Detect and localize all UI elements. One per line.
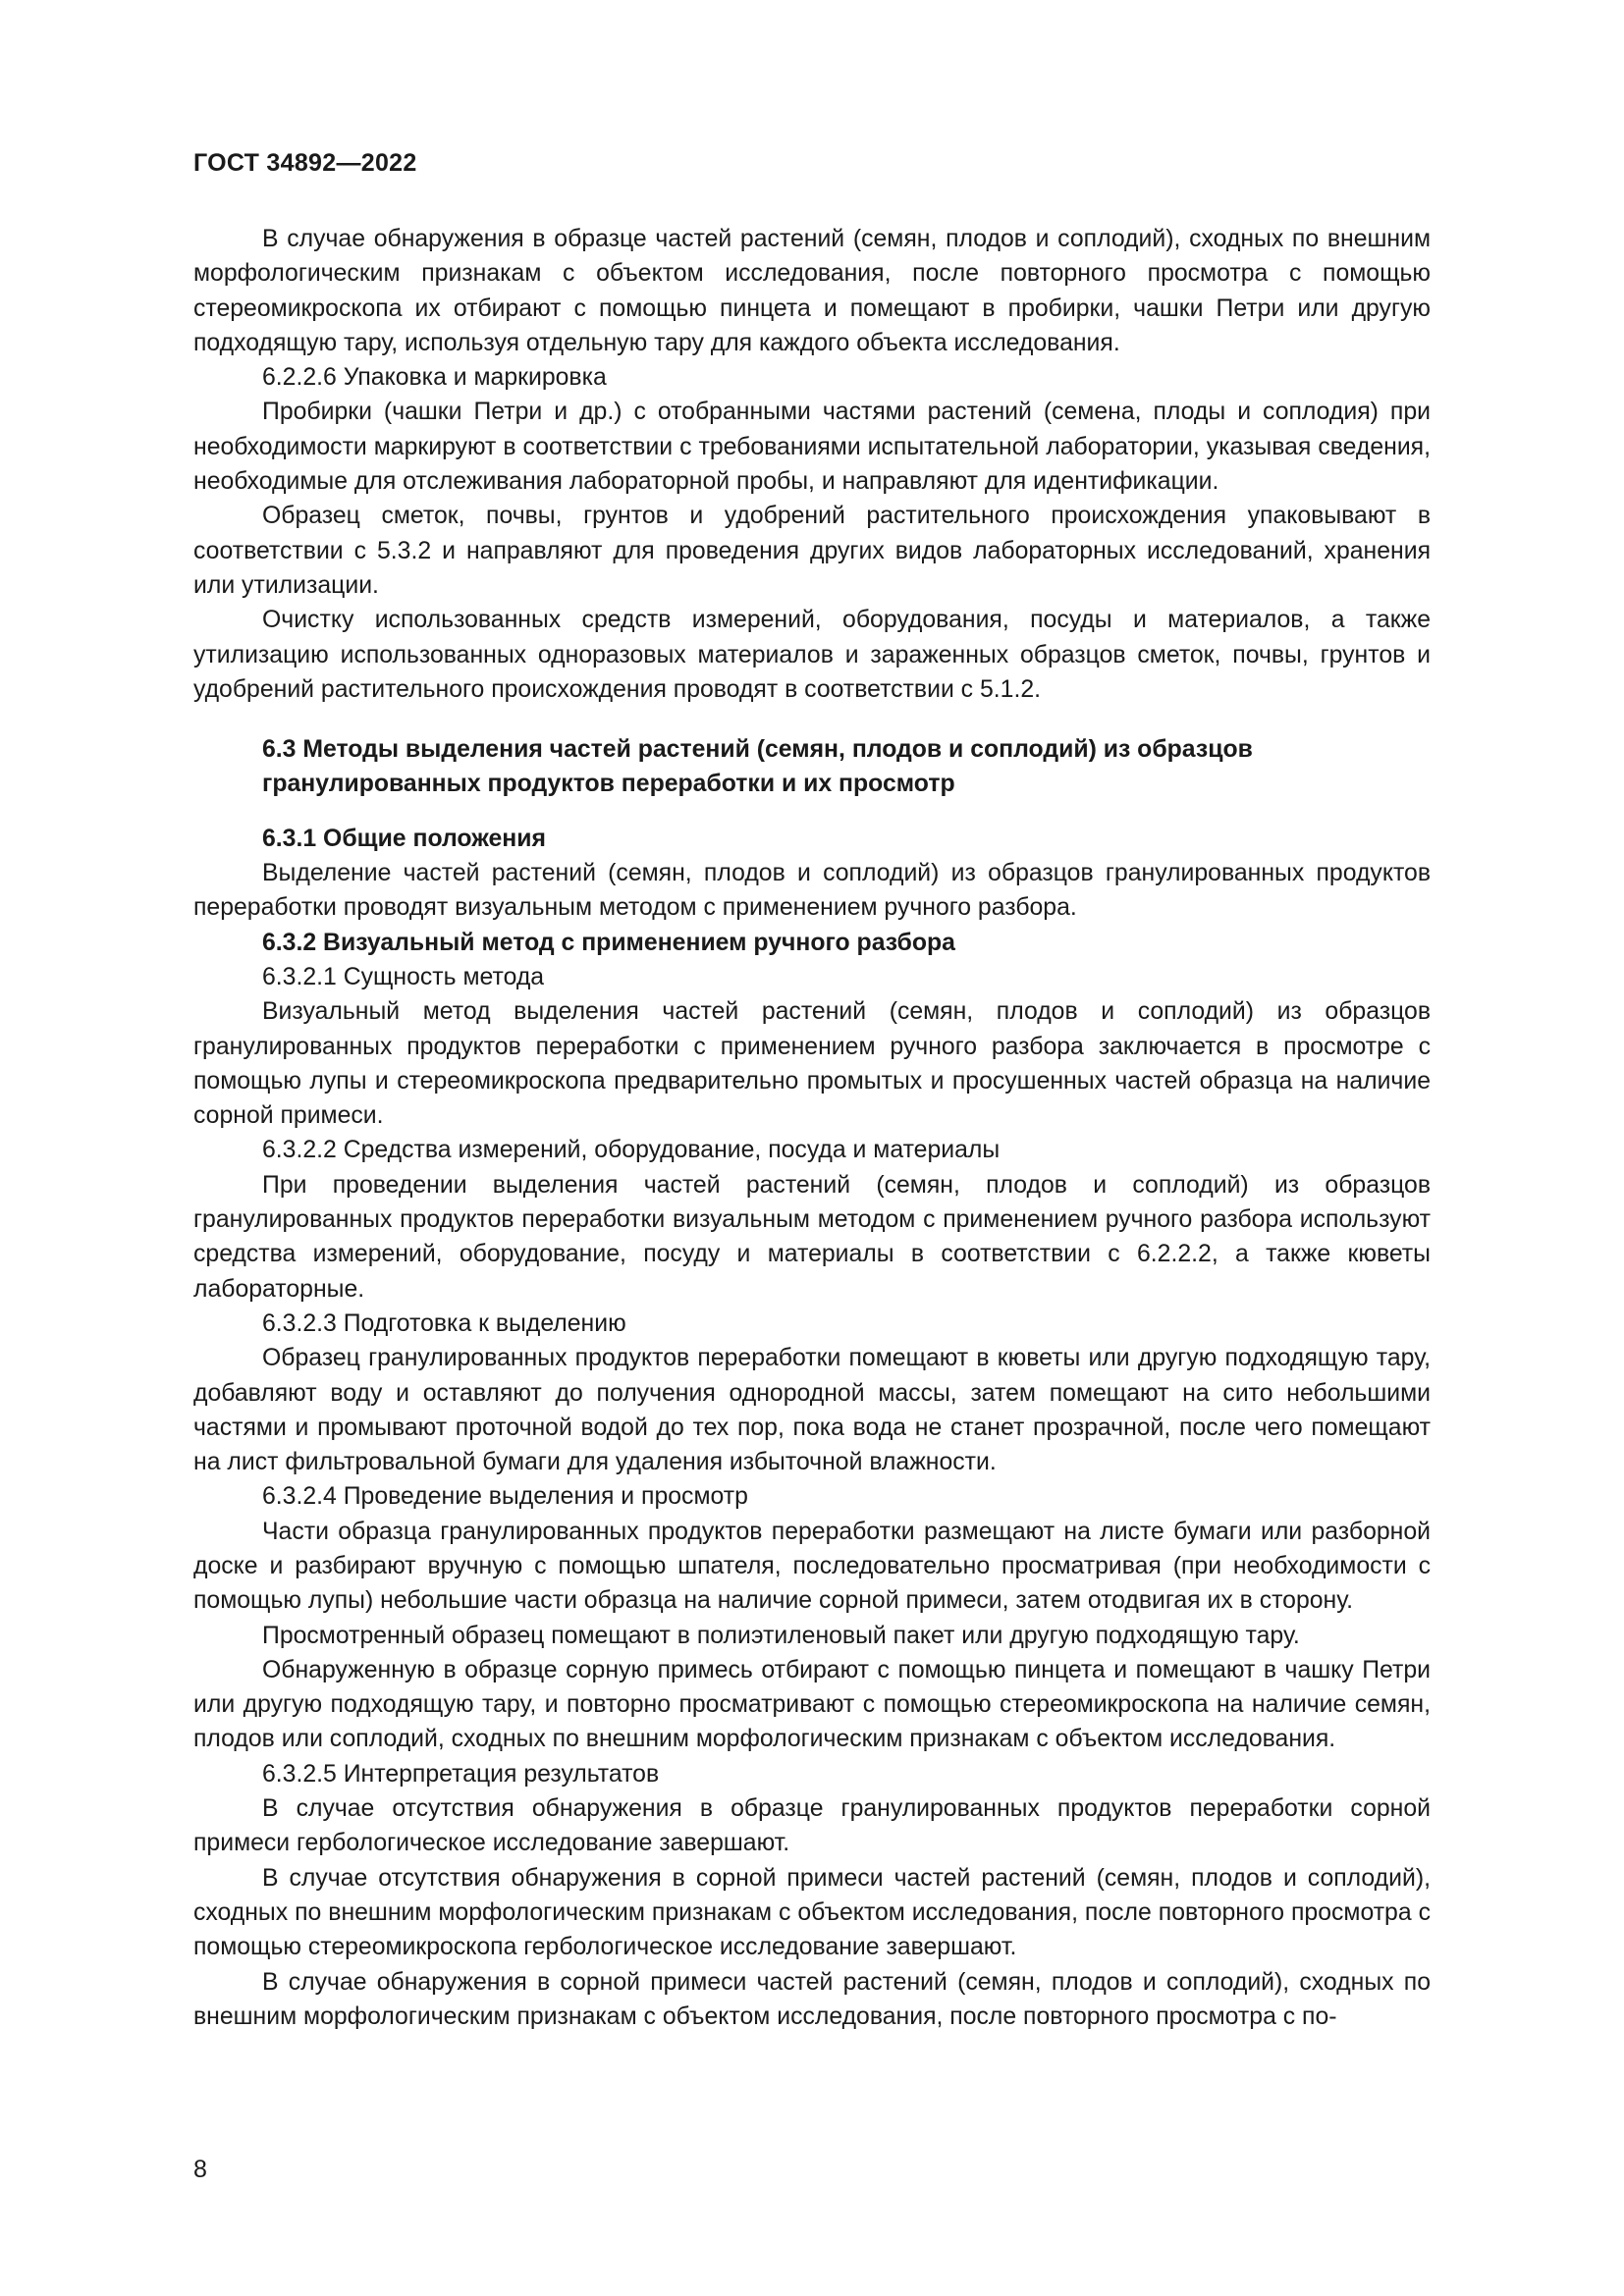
paragraph: В случае отсутствия обнаружения в образце гранулированных продуктов переработки сорной примеси гербологическое исследование завершают.: [193, 1795, 1431, 1857]
subsection-heading: 6.3.2 Визуальный метод с применением ручного разбора: [262, 929, 955, 956]
paragraph: В случае обнаружения в сорной примеси частей растений (семян, плодов и соплодий), сходных по внешним морфологическим признакам с объектом исследования, после повторного просмотра с по-: [193, 1968, 1431, 2030]
paragraph: Образец сметок, почвы, грунтов и удобрений растительного происхождения упаковывают в соответствии с 5.3.2 и направляют для проведения других видов лабораторных исследований, хранения или утилизации.: [193, 503, 1431, 599]
paragraph: Пробирки (чашки Петри и др.) с отобранными частями растений (семена, плоды и соплодия) при необходимости маркируют в соответствии с требованиями испытательной лаборатории, указывая сведения, необходимые для отслеживания лабораторной пробы, и направляют для идентификации.: [193, 399, 1431, 496]
paragraph: Очистку использованных средств измерений, оборудования, посуды и материалов, а также утилизацию использованных одноразовых материалов и зараженных образцов сметок, почвы, грунтов и удобрений растительного происхождения проводят в соответствии с 5.1.2.: [193, 607, 1431, 703]
paragraph: Части образца гранулированных продуктов переработки размещают на листе бумаги или разборной доске и разбирают вручную с помощью шпателя, последовательно просматривая (при необходимости с помощью лупы) небольшие части образца на наличие сорной примеси, затем отодвигая их в сторону.: [193, 1518, 1431, 1615]
document-body: [193, 222, 1431, 2034]
document-code-header: ГОСТ 34892—2022: [193, 149, 417, 177]
paragraph: Просмотренный образец помещают в полиэтиленовый пакет или другую подходящую тару.: [262, 1622, 1300, 1649]
subsection-title: 6.3.2.1 Сущность метода: [262, 963, 545, 990]
paragraph: Обнаруженную в образце сорную примесь отбирают с помощью пинцета и помещают в чашку Петри или другую подходящую тару, и повторно просматривают с помощью стереомикроскопа на наличие семян, плодов или соплодий, сходных по внешним морфологическим признакам с объектом исследования.: [193, 1656, 1431, 1753]
subsection-title: 6.3.2.4 Проведение выделения и просмотр: [262, 1483, 748, 1511]
paragraph: Образец гранулированных продуктов переработки помещают в кюветы или другую подходящую тару, добавляют воду и оставляют до получения однородной массы, затем помещают на сито небольшими частями и промывают проточной водой до тех пор, пока вода не станет прозрачной, после чего помещают на лист фильтровальной бумаги для удаления избыточной влажности.: [193, 1345, 1431, 1476]
section-heading: 6.3 Методы выделения частей растений (семян, плодов и соплодий) из образцов гранулированных продуктов переработки и их просмотр: [262, 736, 1253, 798]
paragraph: Визуальный метод выделения частей растений (семян, плодов и соплодий) из образцов гранулированных продуктов переработки с применением ручного разбора заключается в просмотре с помощью лупы и стереомикроскопа предварительно промытых и просушенных частей образца на наличие сорной примеси.: [193, 998, 1431, 1130]
subsection-title: 6.3.2.3 Подготовка к выделению: [262, 1309, 626, 1337]
subsection-title: 6.3.2.2 Средства измерений, оборудование, посуда и материалы: [262, 1137, 1001, 1164]
paragraph: В случае отсутствия обнаружения в сорной примеси частей растений (семян, плодов и соплодий), сходных по внешним морфологическим признакам с объектом исследования, после повторного просмотра с помощью стереомикроскопа гербологическое исследование завершают.: [193, 1864, 1431, 1961]
paragraph: При проведении выделения частей растений (семян, плодов и соплодий) из образцов гранулированных продуктов переработки визуальным методом с применением ручного разбора используют средства измерений, оборудование, посуду и материалы в соответствии с 6.2.2.2, а также кюветы лабораторные.: [193, 1171, 1431, 1303]
paragraph: В случае обнаружения в образце частей растений (семян, плодов и соплодий), сходных по внешним морфологическим признакам с объектом исследования, после повторного просмотра с помощью стереомикроскопа их отбирают с помощью пинцета и помещают в пробирки, чашки Петри или другую подходящую тару, используя отдельную тару для каждого объекта исследования.: [193, 226, 1431, 356]
page-number: 8: [193, 2156, 207, 2183]
subsection-title: 6.2.2.6 Упаковка и маркировка: [262, 364, 607, 392]
paragraph: Выделение частей растений (семян, плодов и соплодий) из образцов гранулированных продуктов переработки проводят визуальным методом с применением ручного разбора.: [193, 860, 1431, 922]
subsection-heading: 6.3.1 Общие положения: [262, 825, 546, 852]
subsection-title: 6.3.2.5 Интерпретация результатов: [262, 1760, 660, 1788]
